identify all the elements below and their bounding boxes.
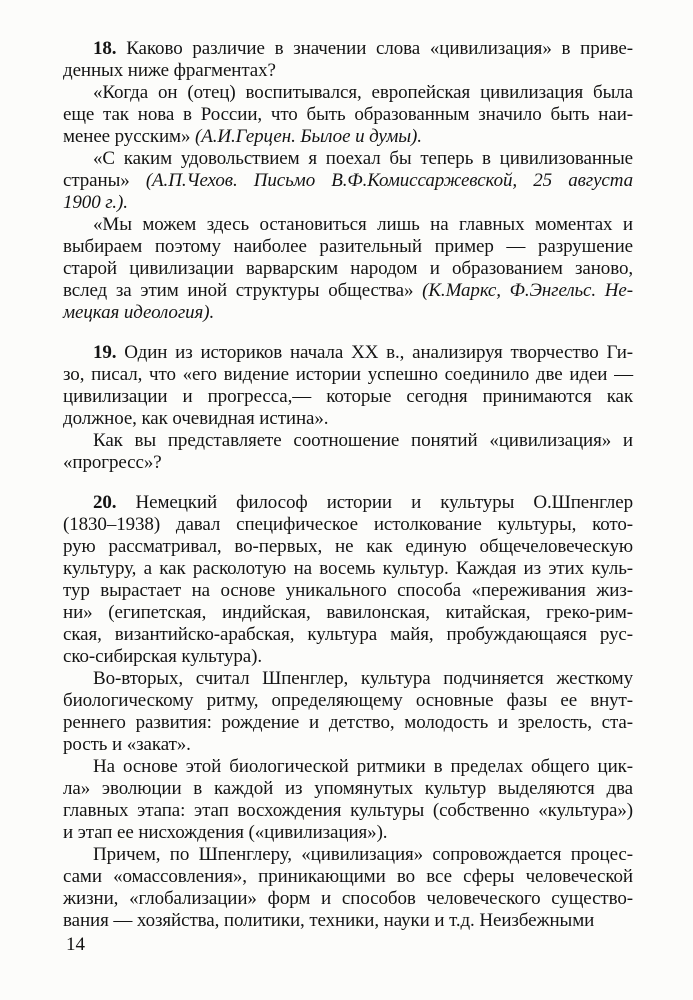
text-line — [63, 386, 633, 408]
text-segment: Каково различие в значении слова «цивилизация» в приве- — [116, 38, 633, 59]
question-number: 18. — [93, 38, 117, 59]
text-line — [63, 38, 633, 60]
paragraph-question-18 — [63, 38, 633, 82]
text-line — [63, 536, 633, 558]
text-segment: страны» — [63, 170, 146, 191]
text-segment: ла» эволюции в каждой из упомянутых культур выделяются два — [63, 778, 633, 799]
text-line — [63, 778, 633, 800]
paragraph-quote-chekhov — [63, 148, 633, 214]
paragraph-quote-marx-engels — [63, 214, 633, 324]
text-segment: (А.И.Герцен. Былое и думы). — [195, 126, 422, 147]
text-segment: Причем, по Шпенглеру, «цивилизация» сопровождается процес- — [93, 844, 633, 865]
text-segment: рую рассматривал, во-первых, не как единую общечеловеческую — [63, 536, 633, 557]
text-line — [63, 558, 633, 580]
text-segment: и этап ее нисхождения («цивилизация»). — [63, 822, 388, 843]
text-segment: Во-вторых, считал Шпенглер, культура подчиняется жесткому — [93, 668, 633, 689]
text-segment: рость и «закат». — [63, 734, 191, 755]
text-line — [63, 844, 633, 866]
text-line — [63, 712, 633, 734]
text-segment: ни» (египетская, индийская, вавилонская, китайская, греко-рим- — [63, 602, 633, 623]
text-segment: Один из историков начала XX в., анализируя творчество Ги- — [116, 342, 633, 363]
text-segment: «С каким удовольствием я поехал бы теперь в цивилизованные — [93, 148, 633, 169]
text-segment: вания — хозяйства, политики, техники, науки и т.д. Неизбежными — [63, 910, 595, 931]
text-line — [63, 342, 633, 364]
text-line — [63, 452, 633, 474]
paragraph-two-stages — [63, 756, 633, 844]
text-line — [63, 126, 633, 148]
text-line — [63, 148, 633, 170]
question-number: 20. — [93, 492, 117, 513]
paragraph-question-19 — [63, 342, 633, 430]
text-line — [63, 734, 633, 756]
text-line — [63, 910, 633, 932]
text-line — [63, 580, 633, 602]
text-line — [63, 214, 633, 236]
text-line — [63, 170, 633, 192]
text-segment: (1830–1938) давал специфическое истолкование культуры, кото- — [63, 514, 633, 535]
paragraph-civilization-processes — [63, 844, 633, 932]
text-segment: (К.Маркс, Ф.Энгельс. Не- — [422, 280, 633, 301]
text-segment: «Когда он (отец) воспитывался, европейская цивилизация была — [93, 82, 633, 103]
text-line — [63, 236, 633, 258]
text-segment: менее русским» — [63, 126, 196, 147]
text-line — [63, 888, 633, 910]
text-line — [63, 408, 633, 430]
paragraph-question-19-followup — [63, 430, 633, 474]
text-line — [63, 646, 633, 668]
text-segment: биологическому ритму, определяющему основные фазы ее внут- — [63, 690, 633, 711]
text-segment: ско-сибирская культура). — [63, 646, 262, 667]
text-segment: ская, византийско-арабская, культура майя, пробуждающаяся рус- — [63, 624, 633, 645]
text-line — [63, 82, 633, 104]
page-number: 14 — [66, 934, 85, 955]
text-segment: культуру, а как расколотую на восемь культур. Каждая из этих куль- — [63, 558, 633, 579]
text-line — [63, 492, 633, 514]
text-line — [63, 514, 633, 536]
text-line — [63, 800, 633, 822]
text-segment: «Мы можем здесь остановиться лишь на главных моментах и — [93, 214, 633, 235]
paragraph-spengler-rhythm — [63, 668, 633, 756]
text-segment: (А.П.Чехов. Письмо В.Ф.Комиссаржевской, 25 августа — [145, 170, 633, 191]
text-segment: Как вы представляете соотношение понятий «цивилизация» и — [93, 430, 633, 451]
text-line — [63, 668, 633, 690]
text-segment: старой цивилизации варварским народом и образованием заново, — [63, 258, 633, 279]
text-segment: реннего развития: рождение и детство, молодость и зрелость, ста- — [63, 712, 633, 733]
text-segment: главных этапа: этап восхождения культуры (собственно «культура») — [63, 800, 633, 821]
text-segment: зо, писал, что «его видение истории успешно соединило две идеи — — [63, 364, 633, 385]
text-segment: На основе этой биологической ритмики в пределах общего цик- — [93, 756, 633, 777]
paragraph-quote-herzen — [63, 82, 633, 148]
text-line — [63, 302, 633, 324]
text-segment: выбираем поэтому наиболее разительный пример — разрушение — [63, 236, 633, 257]
text-segment: «прогресс»? — [63, 452, 162, 473]
text-line — [63, 104, 633, 126]
text-segment: Немецкий философ истории и культуры О.Шпенглер — [116, 492, 633, 513]
text-line — [63, 192, 633, 214]
text-line — [63, 430, 633, 452]
text-line — [63, 364, 633, 386]
text-block — [63, 38, 633, 932]
text-segment: мецкая идеология). — [63, 302, 215, 323]
text-line — [63, 822, 633, 844]
text-segment: тур вырастает на основе уникального способа «переживания жиз- — [63, 580, 633, 601]
text-segment: жизни, «глобализации» форм и способов человеческого существо- — [63, 888, 633, 909]
text-segment: 1900 г.). — [63, 192, 128, 213]
text-segment: цивилизации и прогресса,— которые сегодня принимаются как — [63, 386, 633, 407]
text-line — [63, 624, 633, 646]
text-segment: должное, как очевидная истина». — [63, 408, 329, 429]
text-line — [63, 60, 633, 82]
question-number: 19. — [93, 342, 117, 363]
text-line — [63, 866, 633, 888]
text-segment: вслед за этим иной структуры общества» — [63, 280, 423, 301]
text-line — [63, 602, 633, 624]
text-line — [63, 280, 633, 302]
text-segment: сами «омассовления», приникающими во все сферы человеческой — [63, 866, 633, 887]
text-segment: денных ниже фрагментах? — [63, 60, 276, 81]
paragraph-question-20 — [63, 492, 633, 668]
text-line — [63, 756, 633, 778]
text-segment: еще так нова в России, что быть образованным значило быть наи- — [63, 104, 633, 125]
text-line — [63, 690, 633, 712]
text-line — [63, 258, 633, 280]
